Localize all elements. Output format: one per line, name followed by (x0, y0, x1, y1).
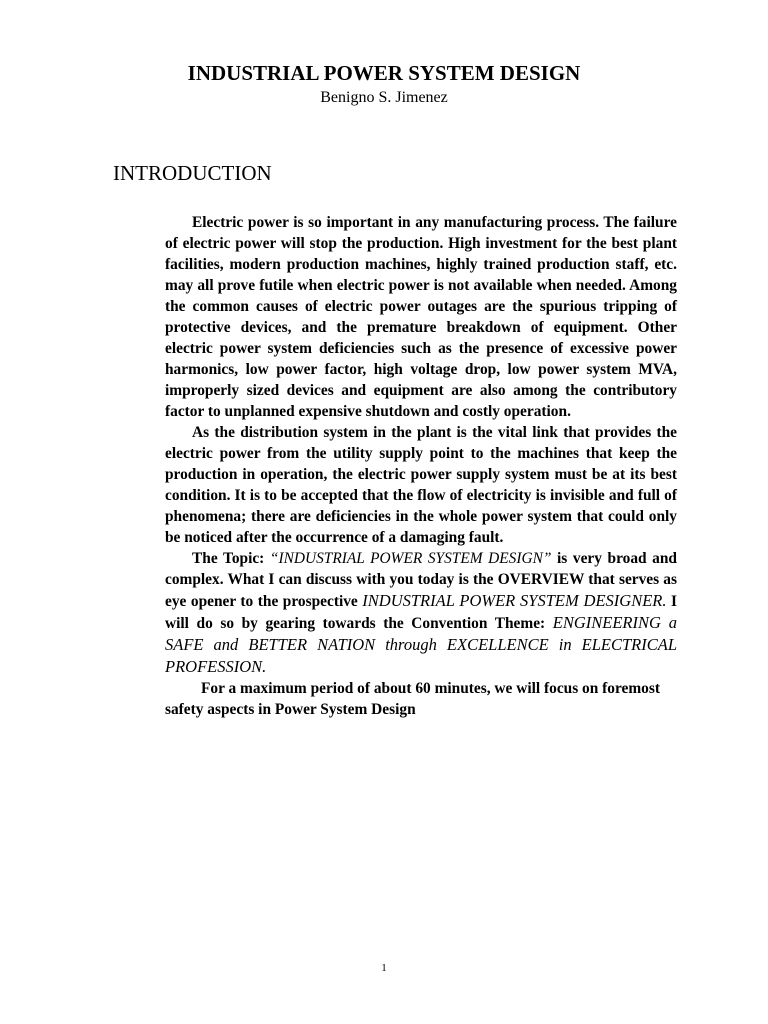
paragraph-4: For a maximum period of about 60 minutes, we will focus on foremost safety aspects in Power System Design (165, 680, 660, 718)
author-name: Benigno S. Jimenez (320, 89, 448, 106)
paragraph-3-after-designer: I will do so by gearing towards the Convention Theme: (165, 593, 677, 632)
topic-title: “INDUSTRIAL POWER SYSTEM DESIGN” (269, 550, 552, 567)
paragraph-1: Electric power is so important in any manufacturing process. The failure of electric power will stop the production. High investment for the best plant facilities, modern production machines, highly trained production staff, etc. may all prove futile when electric power is not available when needed. Among the common causes of electric power outages are the spurious tripping of protective devices, and the premature breakdown of equipment. Other electric power system deficiencies such as the presence of excessive power harmonics, low power factor, high voltage drop, low power system MVA, improperly sized devices and equipment are also among the contributory factor to unplanned expensive shutdown and costly operation. (165, 214, 677, 420)
convention-theme: ENGINEERING a SAFE and BETTER NATION through EXCELLENCE in ELECTRICAL PROFESSION. (165, 613, 677, 676)
section-heading-introduction: INTRODUCTION (113, 161, 272, 185)
paragraph-3 (165, 548, 677, 678)
document-title: INDUSTRIAL POWER SYSTEM DESIGN (187, 61, 581, 85)
paragraph-3-middle: is very broad and complex. What I can discuss with you today is the OVERVIEW that serves as eye opener to the prospective (165, 550, 677, 610)
page-number: 1 (381, 962, 387, 974)
document-body (165, 212, 677, 720)
paragraph-2: As the distribution system in the plant is the vital link that provides the electric power from the utility supply point to the machines that keep the production in operation, the electric power supply system must be at its best condition. It is to be accepted that the flow of electricity is invisible and full of phenomena; there are deficiencies in the whole power system that could only be noticed after the occurrence of a damaging fault. (165, 424, 677, 546)
designer-phrase: INDUSTRIAL POWER SYSTEM DESIGNER. (362, 591, 667, 610)
paragraph-3-lead: The Topic: (192, 550, 270, 567)
